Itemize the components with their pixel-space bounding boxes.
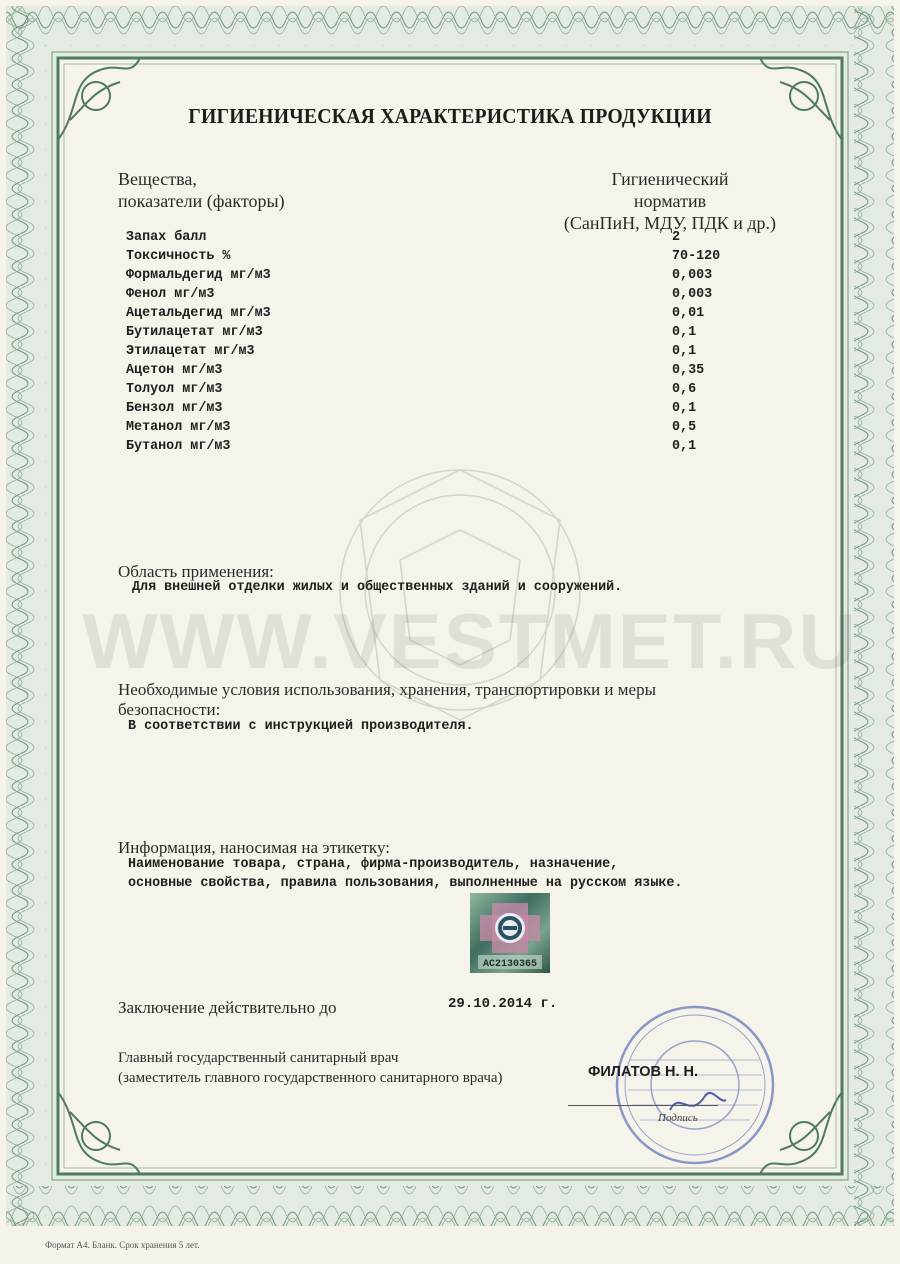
table-row-name: Ацетон мг/м3	[126, 363, 223, 378]
label-info-line1: Наименование товара, страна, фирма-производитель, назначение,	[128, 857, 619, 872]
table-row-name: Этилацетат мг/м3	[126, 344, 255, 359]
conditions-label-line1: Необходимые условия использования, хранения, транспортировки и меры	[118, 680, 656, 699]
table-row-value: 0,1	[672, 401, 697, 416]
conditions-label-line2: безопасности:	[118, 700, 221, 719]
label-info-label: Информация, наносимая на этикетку:	[118, 838, 390, 857]
document-title: ГИГИЕНИЧЕСКАЯ ХАРАКТЕРИСТИКА ПРОДУКЦИИ	[188, 104, 712, 128]
site-watermark: WWW.VESTMET.RU	[82, 597, 858, 685]
table-row-name: Запах балл	[126, 230, 207, 245]
table-row-name: Бутанол мг/м3	[126, 439, 231, 454]
table-row-value: 0,01	[672, 306, 705, 321]
table-row-value: 0,003	[672, 268, 713, 283]
table-row-value: 0,35	[672, 363, 705, 378]
table-row-name: Бензол мг/м3	[126, 401, 223, 416]
form-footer: Формат А4. Бланк. Срок хранения 5 лет.	[45, 1240, 200, 1250]
table-row-value: 0,1	[672, 439, 697, 454]
table-row-name: Токсичность %	[126, 249, 231, 264]
substances-header-line2: показатели (факторы)	[118, 191, 285, 211]
table-row-value: 2	[672, 230, 681, 245]
table-row-value: 0,6	[672, 382, 697, 397]
norm-header-line2: норматив	[633, 191, 707, 211]
signature-caption: Подпись	[658, 1112, 698, 1124]
hologram-code: AC2130365	[482, 959, 538, 970]
norm-header-line3: (СанПиН, МДУ, ПДК и др.)	[563, 213, 777, 233]
table-row-name: Толуол мг/м3	[126, 382, 223, 397]
label-info-line2: основные свойства, правила пользования, выполненные на русском языке.	[128, 876, 683, 891]
hologram-sticker	[470, 893, 550, 973]
substances-header-line1: Вещества,	[118, 169, 197, 189]
signature-line	[568, 1105, 718, 1106]
table-row-value: 0,5	[672, 420, 697, 435]
table-row-name: Бутилацетат мг/м3	[126, 325, 263, 340]
table-row-name: Формальдегид мг/м3	[126, 268, 271, 283]
table-row-value: 0,1	[672, 325, 697, 340]
scope-label: Область применения:	[118, 562, 274, 581]
table-row-value: 0,1	[672, 344, 697, 359]
official-stamp	[610, 1000, 780, 1170]
doctor-label-line1: Главный государственный санитарный врач	[118, 1050, 399, 1066]
table-row-value: 70-120	[672, 249, 721, 264]
table-row-name: Метанол мг/м3	[126, 420, 231, 435]
doctor-label-line2: (заместитель главного государственного санитарного врача)	[118, 1070, 503, 1086]
table-row-value: 0,003	[672, 287, 713, 302]
table-row-name: Ацетальдегид мг/м3	[126, 306, 271, 321]
conditions-value: В соответствии с инструкцией производителя.	[128, 719, 474, 734]
scope-value: Для внешней отделки жилых и общественных зданий и сооружений.	[132, 580, 623, 595]
table-row-name: Фенол мг/м3	[126, 287, 215, 302]
norm-header-line1: Гигиенический	[611, 169, 729, 189]
validity-label: Заключение действительно до	[118, 998, 337, 1017]
validity-date: 29.10.2014 г.	[448, 996, 558, 1012]
signatory-name: ФИЛАТОВ Н. Н.	[588, 1064, 699, 1080]
